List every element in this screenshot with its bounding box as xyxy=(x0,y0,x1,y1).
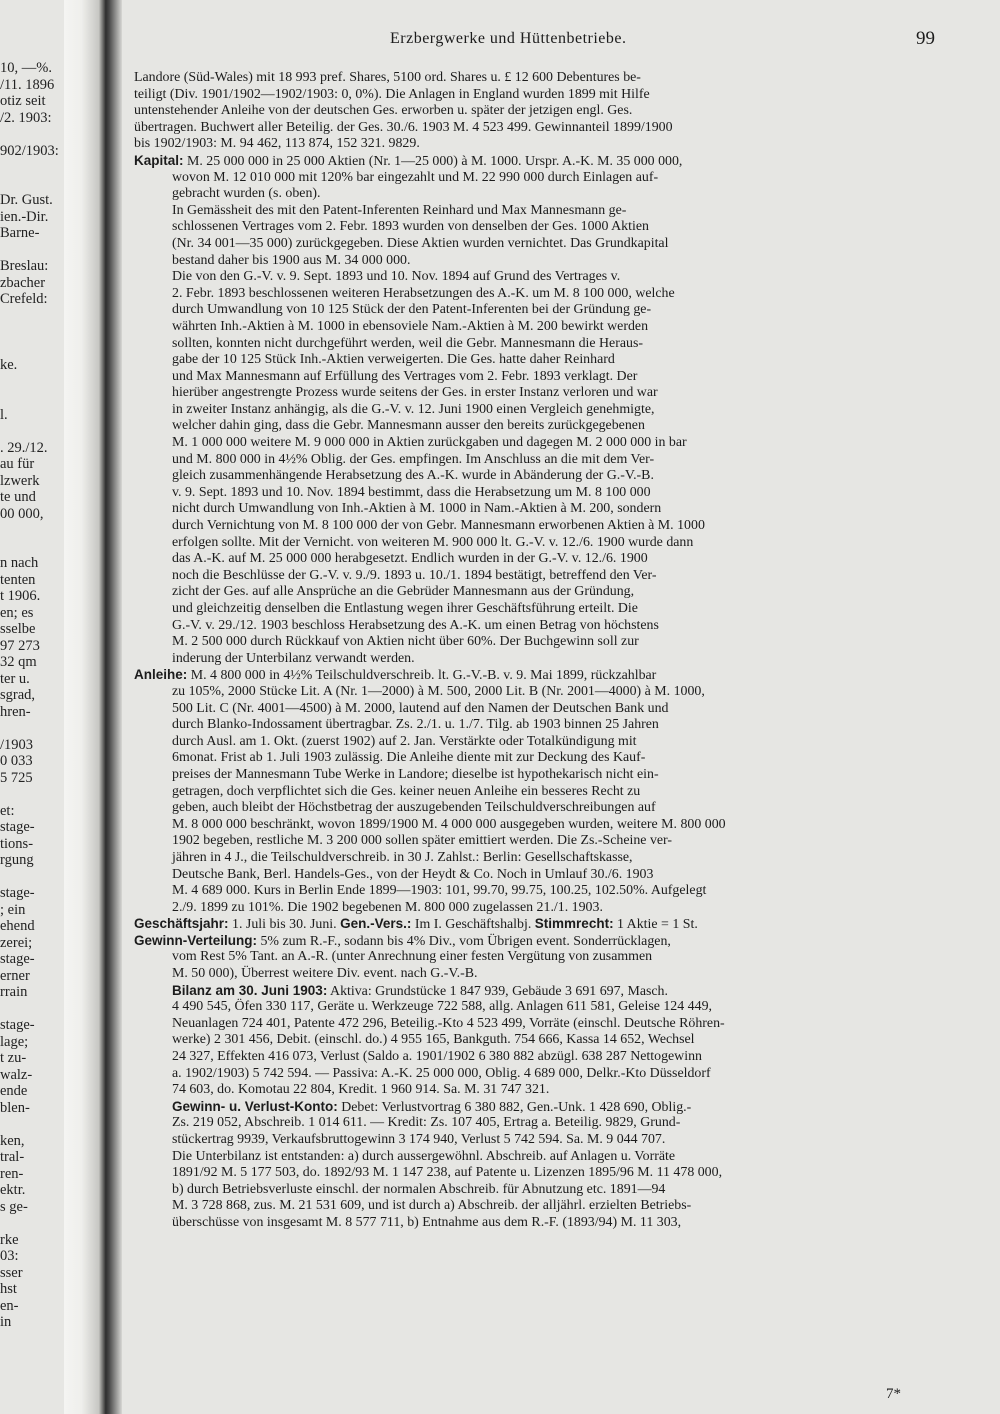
line-text: Aktiva: Grundstücke 1 847 939, Gebäude 3 691 697, Masch. xyxy=(327,983,668,999)
fragment-line xyxy=(0,242,62,259)
line-text: Die Unterbilanz ist entstanden: a) durch aussergewöhnl. Abschreib. auf Anlagen u. Vorräte xyxy=(172,1148,676,1164)
text-line xyxy=(134,1032,934,1049)
fragment-line: blen- xyxy=(0,1099,30,1116)
text-line xyxy=(134,485,934,502)
line-text: werke) 2 301 456, Debit. (einschl. do.) 4 955 165, Bankguth. 754 666, Kassa 14 652, Wechsel xyxy=(172,1032,695,1048)
text-line xyxy=(134,369,934,386)
fragment-line: en- xyxy=(0,1297,19,1314)
line-text: zu 105%, 2000 Stücke Lit. A (Nr. 1—2000) à M. 500, 2000 Lit. B (Nr. 2001—4000) à M. 1000, xyxy=(172,683,705,699)
text-line xyxy=(134,784,934,801)
fragment-line: te und xyxy=(0,489,36,505)
fragment-line xyxy=(0,159,62,176)
text-line xyxy=(134,684,934,701)
fragment-line: Barne- xyxy=(0,225,40,241)
fragment-line: 0 033 xyxy=(0,753,33,769)
text-line xyxy=(134,800,934,817)
line-text: durch Ausl. am 1. Okt. (zuerst 1902) auf 2. Jan. Verstärkte oder Totalkündigung mit xyxy=(172,733,637,749)
fragment-line xyxy=(0,176,62,193)
fragment-line: 32 qm xyxy=(0,654,37,670)
text-line xyxy=(134,568,934,585)
fragment-line: 00 000, xyxy=(0,505,44,522)
line-text: M. 25 000 000 in 25 000 Aktien (Nr. 1—25 000) à M. 1000. Urspr. A.-K. M. 35 000 000, xyxy=(183,153,683,169)
fragment-line: rgung xyxy=(0,852,34,868)
text-line xyxy=(134,983,934,1000)
line-text: und Max Mannesmann auf Erfüllung des Vertrages vom 2. Febr. 1893 verklagt. Der xyxy=(172,368,638,384)
text-line xyxy=(134,1066,934,1083)
line-text: stückertrag 9939, Verkaufsbruttogewinn 3 174 940, Verlust 5 742 594. Sa. M. 9 044 707. xyxy=(172,1132,666,1147)
line-text: M. 50 000), Überrest weitere Div. event. nach G.-V.-B. xyxy=(172,966,478,982)
section-label: Kapital: xyxy=(134,152,184,168)
fragment-line: rrain xyxy=(0,984,28,1000)
text-line xyxy=(134,1165,934,1182)
fragment-line: 5 725 xyxy=(0,769,33,786)
line-text: 74 603, do. Komotau 22 804, Kredit. 1 960 914. Sa. M. 31 747 321. xyxy=(172,1082,550,1098)
fragment-line: ren- xyxy=(0,1165,24,1182)
line-text: 500 Lit. C (Nr. 4001—4500) à M. 2000, lautend auf den Namen der Deutschen Bank und xyxy=(172,700,669,716)
text-line xyxy=(134,1115,934,1132)
line-text: 6monat. Frist ab 1. Juli 1903 zulässig. Die Anleihe diente mit zur Deckung des Kauf- xyxy=(172,750,646,766)
book-gutter xyxy=(64,0,122,1414)
fragment-line xyxy=(0,869,62,886)
section-label: Bilanz am 30. Juni 1903: xyxy=(172,982,328,998)
text-line xyxy=(134,1149,934,1166)
line-text: b) durch Betriebsverluste einschl. der normalen Abschreib. für Abnutzung etc. 1891—94 xyxy=(172,1181,666,1197)
fragment-line xyxy=(0,539,62,556)
fragment-line: Breslau: xyxy=(0,258,49,274)
text-line xyxy=(134,618,934,635)
text-line xyxy=(134,1082,934,1099)
fragment-line: ter u. xyxy=(0,670,30,687)
fragment-line: 10, —%. xyxy=(0,60,52,76)
text-line xyxy=(134,103,934,120)
fragment-line: 902/1903: xyxy=(0,142,59,159)
text-line xyxy=(134,601,934,618)
line-text: schlossenen Vertrages vom 2. Febr. 1893 wurden von denselben der Ges. 1000 Aktien xyxy=(172,219,649,235)
fragment-line: . 29./12. xyxy=(0,439,48,456)
text-line xyxy=(134,402,934,419)
text-line xyxy=(134,253,934,270)
fragment-line: lzwerk xyxy=(0,472,40,489)
text-line xyxy=(134,551,934,568)
fragment-line: Crefeld: xyxy=(0,291,48,307)
text-line xyxy=(134,535,934,552)
section-label: Anleihe: xyxy=(134,667,188,683)
fragment-line: erner xyxy=(0,967,30,984)
fragment-line: 97 273 xyxy=(0,637,40,654)
line-text: Im I. Geschäftshalbj. xyxy=(411,917,535,933)
fragment-line: et: xyxy=(0,802,15,819)
line-text: M. 3 728 868, zus. M. 21 531 609, und ist durch a) Abschreib. der alljährl. erzielten Betriebs- xyxy=(172,1198,692,1214)
fragment-line: s ge- xyxy=(0,1198,28,1215)
line-text: nicht durch Umwandlung von Inh.-Aktien à M. 1000 in Nam.-Aktien à M. 200, sondern xyxy=(172,501,662,517)
fragment-line xyxy=(0,423,62,440)
fragment-line: zbacher xyxy=(0,274,46,291)
line-text: getragen, doch verpflichtet sich die Ges. keiner neuen Anleihe ein besseres Recht zu xyxy=(172,783,641,799)
text-line xyxy=(134,418,934,435)
section-label: Gewinn- u. Verlust-Konto: xyxy=(172,1098,338,1114)
line-text: übertragen. Buchwert aller Beteilig. der Ges. 30./6. 1903 M. 4 523 499. Gewinnanteil 1899/1900 xyxy=(134,119,673,135)
line-text: geben, auch bleibt der Höchstbetrag der auszugebenden Teilschuldverschreibungen auf xyxy=(172,800,656,816)
text-line xyxy=(134,1198,934,1215)
fragment-line xyxy=(0,126,62,143)
fragment-line xyxy=(0,1116,62,1133)
line-text: 2./9. 1899 zu 101%. Die 1902 begebenen M. 800 000 zugelassen 21./1. 1903. xyxy=(172,899,603,915)
fragment-line: ehend xyxy=(0,918,35,934)
fragment-line: ende xyxy=(0,1083,28,1099)
fragment-line: tions- xyxy=(0,835,34,852)
fragment-line xyxy=(0,1001,62,1018)
fragment-line: t 1906. xyxy=(0,588,41,604)
line-text: Deutsche Bank, Berl. Handels-Ges., von der Heydt & Co. Noch in Umlauf 30./6. 1903 xyxy=(172,866,654,882)
printer-signature: 7* xyxy=(886,1386,901,1402)
line-text: erfolgen sollte. Mit der Vernicht. von weiteren M. 900 000 lt. G.-V. v. 12./6. 1900 wurde dann xyxy=(172,534,694,550)
fragment-line: stage- xyxy=(0,819,35,835)
line-text: Debet: Verlustvortrag 6 380 882, Gen.-Unk. 1 428 690, Oblig.- xyxy=(337,1099,692,1115)
fragment-line: en; es xyxy=(0,604,34,621)
text-line xyxy=(134,518,934,535)
text-line xyxy=(134,767,934,784)
fragment-line: stage- xyxy=(0,885,35,901)
line-text: preises der Mannesmann Tube Werke in Landore; dieselbe ist hypothekarisch nicht ein- xyxy=(172,766,659,782)
text-line xyxy=(134,302,934,319)
text-line xyxy=(134,236,934,253)
text-line xyxy=(134,385,934,402)
text-line xyxy=(134,634,934,651)
line-text: 24 327, Effekten 416 073, Verlust (Saldo a. 1901/1902 6 380 882 abzügl. 638 287 Nettogewinn xyxy=(172,1049,702,1065)
fragment-line: 03: xyxy=(0,1248,19,1264)
text-line xyxy=(134,186,934,203)
fragment-line xyxy=(0,522,62,539)
line-text: und M. 800 000 in 4½% Oblig. der Ges. empfingen. Im Anschluss an die mit dem Ver- xyxy=(172,451,655,467)
line-text: M. 4 689 000. Kurs in Berlin Ende 1899—1903: 101, 99.70, 99.75, 100.25, 102.50%. Aufgelegt xyxy=(172,883,707,899)
fragment-line xyxy=(0,341,62,358)
fragment-line: sselbe xyxy=(0,621,36,637)
running-header xyxy=(135,30,935,54)
fragment-line: hren- xyxy=(0,703,31,720)
line-text: gabe der 10 125 Stück Inh.-Aktien verweigerten. Die Ges. hatte daher Reinhard xyxy=(172,352,615,368)
running-title: Erzbergwerke und Hüttenbetriebe. xyxy=(390,30,627,47)
text-line xyxy=(134,219,934,236)
text-line xyxy=(134,701,934,718)
line-text: vom Rest 5% Tant. an A.-R. (unter Anrechnung einer festen Vergütung von zusammen xyxy=(172,949,653,965)
line-text: überschüsse von insgesamt M. 8 577 711, b) Entnahme aus dem R.-F. (1893/94) M. 11 303, xyxy=(172,1214,682,1230)
text-line xyxy=(134,750,934,767)
fragment-line: n nach xyxy=(0,555,39,571)
line-text: gleich zusammenhängende Herabsetzung des A.-K. wurde in Abänderung der G.-V.-B. xyxy=(172,468,654,484)
line-text: jähren in 4 J., die Teilschuldverschreib. in 30 J. Zahlst.: Berlin: Gesellschaftskasse, xyxy=(172,849,633,865)
text-line xyxy=(134,336,934,353)
text-line xyxy=(134,734,934,751)
adjacent-page-fragment xyxy=(0,60,62,1340)
fragment-line: sgrad, xyxy=(0,687,36,703)
line-text: 5% zum R.-F., sodann bis 4% Div., vom Übrigen event. Sonderrücklagen, xyxy=(257,933,671,949)
fragment-line: ektr. xyxy=(0,1182,26,1198)
line-text: zicht der Ges. auf alle Ansprüche an die Gebrüder Mannesmann aus der Gründung, xyxy=(172,584,635,600)
text-line xyxy=(134,1182,934,1199)
line-text: a. 1902/1903) 5 742 594. — Passiva: A.-K. 25 000 000, Oblig. 4 689 000, Delkr.-Kto Düsseldorf xyxy=(172,1065,711,1081)
text-line xyxy=(134,136,934,153)
line-text: Neuanlagen 724 401, Patente 472 296, Beteilig.-Kto 4 523 499, Vorräte (einschl. Deutsche Röhren- xyxy=(172,1015,725,1031)
text-line xyxy=(134,966,934,983)
fragment-line: sser xyxy=(0,1264,23,1281)
fragment-line xyxy=(0,374,62,391)
section-label: Geschäftsjahr: xyxy=(134,916,229,932)
fragment-line: tenten xyxy=(0,571,36,588)
fragment-line: /2. 1903: xyxy=(0,109,52,126)
text-line xyxy=(134,1215,934,1232)
fragment-line: /1903 xyxy=(0,736,34,753)
text-line xyxy=(134,900,934,917)
line-text: M. 4 800 000 in 4½% Teilschuldverschreib. lt. G.-V.-B. v. 9. Mai 1899, rückzahlbar xyxy=(187,668,657,684)
line-text: Die von den G.-V. v. 9. Sept. 1893 und 10. Nov. 1894 auf Grund des Vertrages v. xyxy=(172,269,621,285)
line-text: durch Blanko-Indossament übertragbar. Zs. 2./1. u. 1./7. Tilg. ab 1903 binnen 25 Jahren xyxy=(172,717,659,733)
line-text: untenstehender Anleihe von der deutschen Ges. erworben u. später der jetzigen engl. Ges. xyxy=(134,103,633,119)
line-text: bestand daher bis 1900 aus M. 34 000 000. xyxy=(172,252,411,268)
text-line xyxy=(134,817,934,834)
line-text: 1891/92 M. 5 177 503, do. 1892/93 M. 1 147 238, auf Patente u. Lizenzen 1895/96 M. 11 478 000, xyxy=(172,1165,723,1181)
fragment-line xyxy=(0,720,62,737)
line-text: wovon M. 12 010 000 mit 120% bar eingezahlt und M. 22 990 000 durch Einlagen auf- xyxy=(172,169,659,185)
fragment-line: stage- xyxy=(0,951,35,967)
fragment-line: hst xyxy=(0,1281,17,1297)
line-text: 2. Febr. 1893 beschlossenen weiteren Herabsetzungen des A.-K. um M. 8 100 000, welche xyxy=(172,285,675,301)
line-text: hierüber angestrengte Prozess wurde seitens der Ges. in erster Instanz verloren und war xyxy=(172,385,658,401)
fragment-line xyxy=(0,324,62,341)
line-text: währten Inh.-Aktien à M. 1000 in ebensoviele Nam.-Aktien à M. 200 bewirkt werden xyxy=(172,318,649,334)
fragment-line: au für xyxy=(0,456,35,472)
text-line xyxy=(134,651,934,668)
line-text: M. 1 000 000 weitere M. 9 000 000 in Aktien zurückgaben und dagegen M. 2 000 000 in bar xyxy=(172,435,687,451)
line-text: sollten, konnten nicht durchgeführt werden, weil die Gebr. Mannesmann die Heraus- xyxy=(172,335,643,351)
line-text: G.-V. v. 29./12. 1903 beschloss Herabsetzung des A.-K. um einen Betrag von höchstens xyxy=(172,617,659,633)
text-line xyxy=(134,584,934,601)
text-line xyxy=(134,1016,934,1033)
line-text: 1902 begeben, restliche M. 3 200 000 sollen später emittiert werden. Die Zs.-Scheine ver- xyxy=(172,833,673,849)
line-text: gebracht wurden (s. oben). xyxy=(172,186,321,202)
line-text: durch Vernichtung von M. 8 100 000 der von Gebr. Mannesmann erworbenen Aktien à M. 1000 xyxy=(172,518,705,534)
line-text: 1 Aktie = 1 St. xyxy=(613,917,698,933)
line-text: inderung der Unterbilanz verwandt werden. xyxy=(172,650,415,666)
line-text: in zweiter Instanz anhängig, als die G.-V. v. 12. Juni 1900 einen Vergleich genehmigte, xyxy=(172,401,655,417)
line-text: und gleichzeitig denselben die Entlastung wegen ihrer Geschäftsführung erteilt. Die xyxy=(172,601,638,616)
line-text: das A.-K. auf M. 25 000 000 herabgesetzt. Endlich wurden in der G.-V. v. 12./6. 1900 xyxy=(172,551,648,567)
fragment-line: zerei; xyxy=(0,934,33,951)
text-line xyxy=(134,501,934,518)
line-text: 1. Juli bis 30. Juni. xyxy=(228,917,341,933)
fragment-line: stage- xyxy=(0,1017,35,1033)
text-line xyxy=(134,916,934,933)
fragment-line: Dr. Gust. xyxy=(0,192,53,208)
text-line xyxy=(134,850,934,867)
fragment-line: ken, xyxy=(0,1132,25,1149)
line-text: (Nr. 34 001—35 000) zurückgegeben. Diese Aktien wurden vernichtet. Das Grundkapital xyxy=(172,235,669,251)
line-text: 4 490 545, Öfen 330 117, Geräte u. Werkzeuge 722 588, allg. Anlagen 611 581, Geleise 124 449, xyxy=(172,999,712,1015)
line-text: Landore (Süd-Wales) mit 18 993 pref. Shares, 5100 ord. Shares u. £ 12 600 Debentures be- xyxy=(134,70,641,85)
text-line xyxy=(134,452,934,469)
text-line xyxy=(134,1049,934,1066)
fragment-line: ien.-Dir. xyxy=(0,208,49,225)
fragment-line xyxy=(0,1215,62,1232)
line-text: Zs. 219 052, Abschreib. 1 014 611. — Kredit: Zs. 107 405, Ertrag a. Beteilig. 9829, Grund- xyxy=(172,1115,681,1131)
text-line xyxy=(134,286,934,303)
fragment-line: t zu- xyxy=(0,1050,27,1066)
fragment-line: ke. xyxy=(0,357,18,373)
text-line xyxy=(134,833,934,850)
fragment-line: lage; xyxy=(0,1033,29,1050)
fragment-line xyxy=(0,390,62,407)
fragment-line: /11. 1896 xyxy=(0,76,55,93)
main-text xyxy=(134,70,934,1232)
text-line xyxy=(134,120,934,137)
text-line xyxy=(134,1099,934,1116)
text-line xyxy=(134,203,934,220)
text-line xyxy=(134,170,934,187)
text-line xyxy=(134,468,934,485)
fragment-line: otiz seit xyxy=(0,93,46,109)
fragment-line: rke xyxy=(0,1231,19,1248)
text-line xyxy=(134,867,934,884)
fragment-line: l. xyxy=(0,406,8,423)
line-text: v. 9. Sept. 1893 und 10. Nov. 1894 bestimmt, dass die Herabsetzung um M. 8 100 000 xyxy=(172,484,651,500)
text-line xyxy=(134,87,934,104)
fragment-line: walz- xyxy=(0,1066,33,1083)
line-text: In Gemässheit des mit den Patent-Inferenten Reinhard und Max Mannesmann ge- xyxy=(172,202,627,218)
line-text: bis 1902/1903: M. 94 462, 113 874, 152 321. 9829. xyxy=(134,136,420,152)
fragment-line: ; ein xyxy=(0,901,26,918)
fragment-line: tral- xyxy=(0,1149,25,1165)
page-number: 99 xyxy=(916,28,935,49)
text-line xyxy=(134,883,934,900)
line-text: M. 8 000 000 beschränkt, wovon 1899/1900 M. 4 000 000 ausgegeben wurden, weitere M. 800 000 xyxy=(172,816,726,832)
text-line xyxy=(134,153,934,170)
section-label: Gewinn-Verteilung: xyxy=(134,932,258,948)
text-line xyxy=(134,999,934,1016)
fragment-line xyxy=(0,786,62,803)
text-line xyxy=(134,1132,934,1149)
text-line xyxy=(134,435,934,452)
text-line xyxy=(134,352,934,369)
text-line xyxy=(134,667,934,684)
line-text: M. 2 500 000 durch Rückkauf von Aktien nicht über 60%. Der Buchgewinn soll zur xyxy=(172,634,639,650)
text-line xyxy=(134,717,934,734)
line-text: teiligt (Div. 1901/1902—1902/1903: 0, 0%). Die Anlagen in England wurden 1899 mit Hilfe xyxy=(134,86,650,102)
line-text: noch die Beschlüsse der G.-V. v. 9./9. 1893 u. 10./1. 1894 bestätigt, betreffend den Ver- xyxy=(172,567,657,583)
fragment-line: in xyxy=(0,1314,12,1330)
text-line xyxy=(134,70,934,87)
text-line xyxy=(134,933,934,950)
text-line xyxy=(134,949,934,966)
line-text: welcher dahin ging, dass die Gebr. Mannesmann ausser den bereits zurückgegebenen xyxy=(172,418,645,434)
section-label: Stimmrecht: xyxy=(534,916,614,932)
line-text: durch Umwandlung von 10 125 Stück der den Patent-Inferenten bei der Gründung ge- xyxy=(172,302,652,318)
fragment-line xyxy=(0,308,62,325)
text-line xyxy=(134,269,934,286)
section-label: Gen.-Vers.: xyxy=(340,916,412,932)
text-line xyxy=(134,319,934,336)
